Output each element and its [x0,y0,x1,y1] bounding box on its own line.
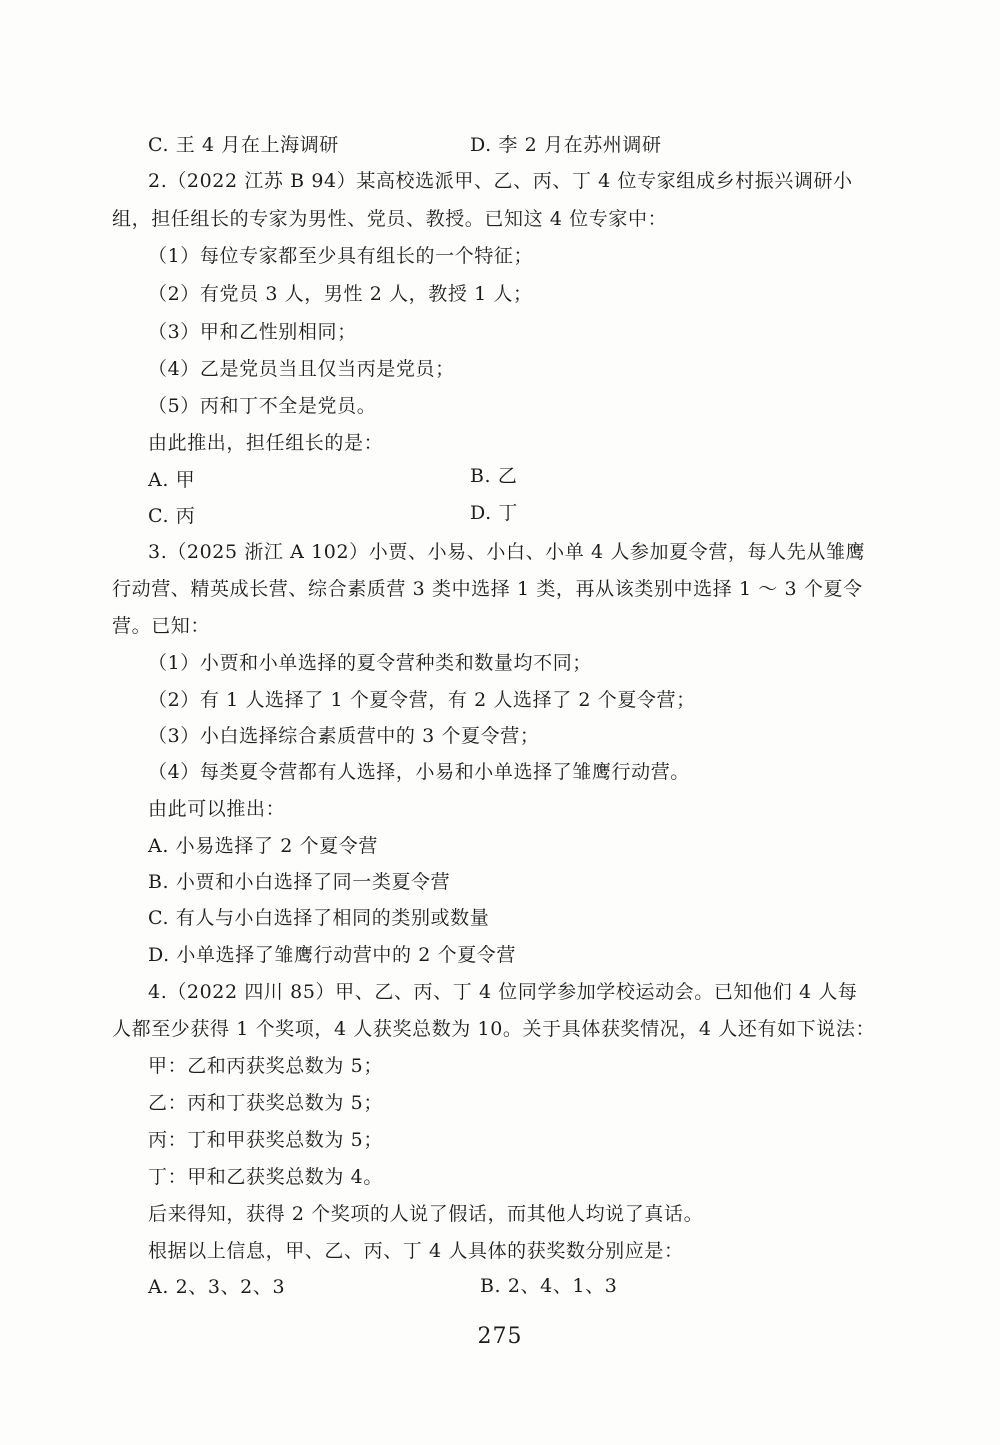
q3-stem-line1: 3.（2025 浙江 A 102）小贾、小易、小白、小单 4 人参加夏令营，每人先从雏鹰 [148,541,866,563]
q3-stem-line2: 行动营、精英成长营、综合素质营 3 类中选择 1 类，再从该类别中选择 1 ～ 3 个夏令 [112,578,863,600]
q3-option-c: C. 有人与小白选择了相同的类别或数量 [148,907,490,929]
q3-condition-3: （3）小白选择综合素质营中的 3 个夏令营； [148,725,540,747]
q3-option-b: B. 小贾和小白选择了同一类夏令营 [148,871,451,893]
q4-statement-yi: 乙：丙和丁获奖总数为 5； [148,1092,383,1114]
option-d-carryover: D. 李 2 月在苏州调研 [470,134,662,156]
q3-condition-1: （1）小贾和小单选择的夏令营种类和数量均不同； [148,652,592,674]
q2-option-c: C. 丙 [148,505,196,527]
q2-condition-1: （1）每位专家都至少具有组长的一个特征； [148,245,534,267]
q2-option-a: A. 甲 [148,469,196,491]
q4-stem-line1: 4.（2022 四川 85）甲、乙、丙、丁 4 位同学参加学校运动会。已知他们 4 人每 [148,981,858,1003]
q3-stem-line3: 营。已知： [112,615,211,637]
q2-condition-2: （2）有党员 3 人，男性 2 人，教授 1 人； [148,283,533,305]
q2-condition-5: （5）丙和丁不全是党员。 [148,395,377,417]
q4-statement-jia: 甲：乙和丙获奖总数为 5； [148,1055,383,1077]
q2-condition-3: （3）甲和乙性别相同； [148,321,357,343]
q4-note: 后来得知，获得 2 个奖项的人说了假话，而其他人均说了真话。 [148,1203,704,1225]
q3-condition-2: （2）有 1 人选择了 1 个夏令营，有 2 人选择了 2 个夏令营； [148,689,696,711]
q3-question: 由此可以推出： [148,798,286,820]
q2-stem-line1: 2.（2022 江苏 B 94）某高校选派甲、乙、丙、丁 4 位专家组成乡村振兴调研小 [148,170,853,192]
q4-stem-line2: 人都至少获得 1 个奖项，4 人获奖总数为 10。关于具体获奖情况，4 人还有如下说法： [112,1018,876,1040]
q2-condition-4: （4）乙是党员当且仅当丙是党员； [148,358,455,380]
q4-question: 根据以上信息，甲、乙、丙、丁 4 人具体的获奖数分别应是： [148,1240,684,1262]
q2-option-b: B. 乙 [470,465,518,487]
q3-option-d: D. 小单选择了雏鹰行动营中的 2 个夏令营 [148,944,517,966]
q2-option-d: D. 丁 [470,502,519,524]
q2-question: 由此推出，担任组长的是： [148,432,384,454]
q4-option-b: B. 2、4、1、3 [480,1275,618,1297]
q4-option-a: A. 2、3、2、3 [148,1276,286,1298]
q3-condition-4: （4）每类夏令营都有人选择，小易和小单选择了雏鹰行动营。 [148,761,690,783]
q4-statement-bing: 丙：丁和甲获奖总数为 5； [148,1129,383,1151]
q4-statement-ding: 丁：甲和乙获奖总数为 4。 [148,1166,383,1188]
q3-option-a: A. 小易选择了 2 个夏令营 [148,835,378,857]
q2-stem-line2: 组，担任组长的专家为男性、党员、教授。已知这 4 位专家中： [112,208,668,230]
option-c-carryover: C. 王 4 月在上海调研 [148,134,339,156]
page-number: 275 [477,1324,523,1349]
